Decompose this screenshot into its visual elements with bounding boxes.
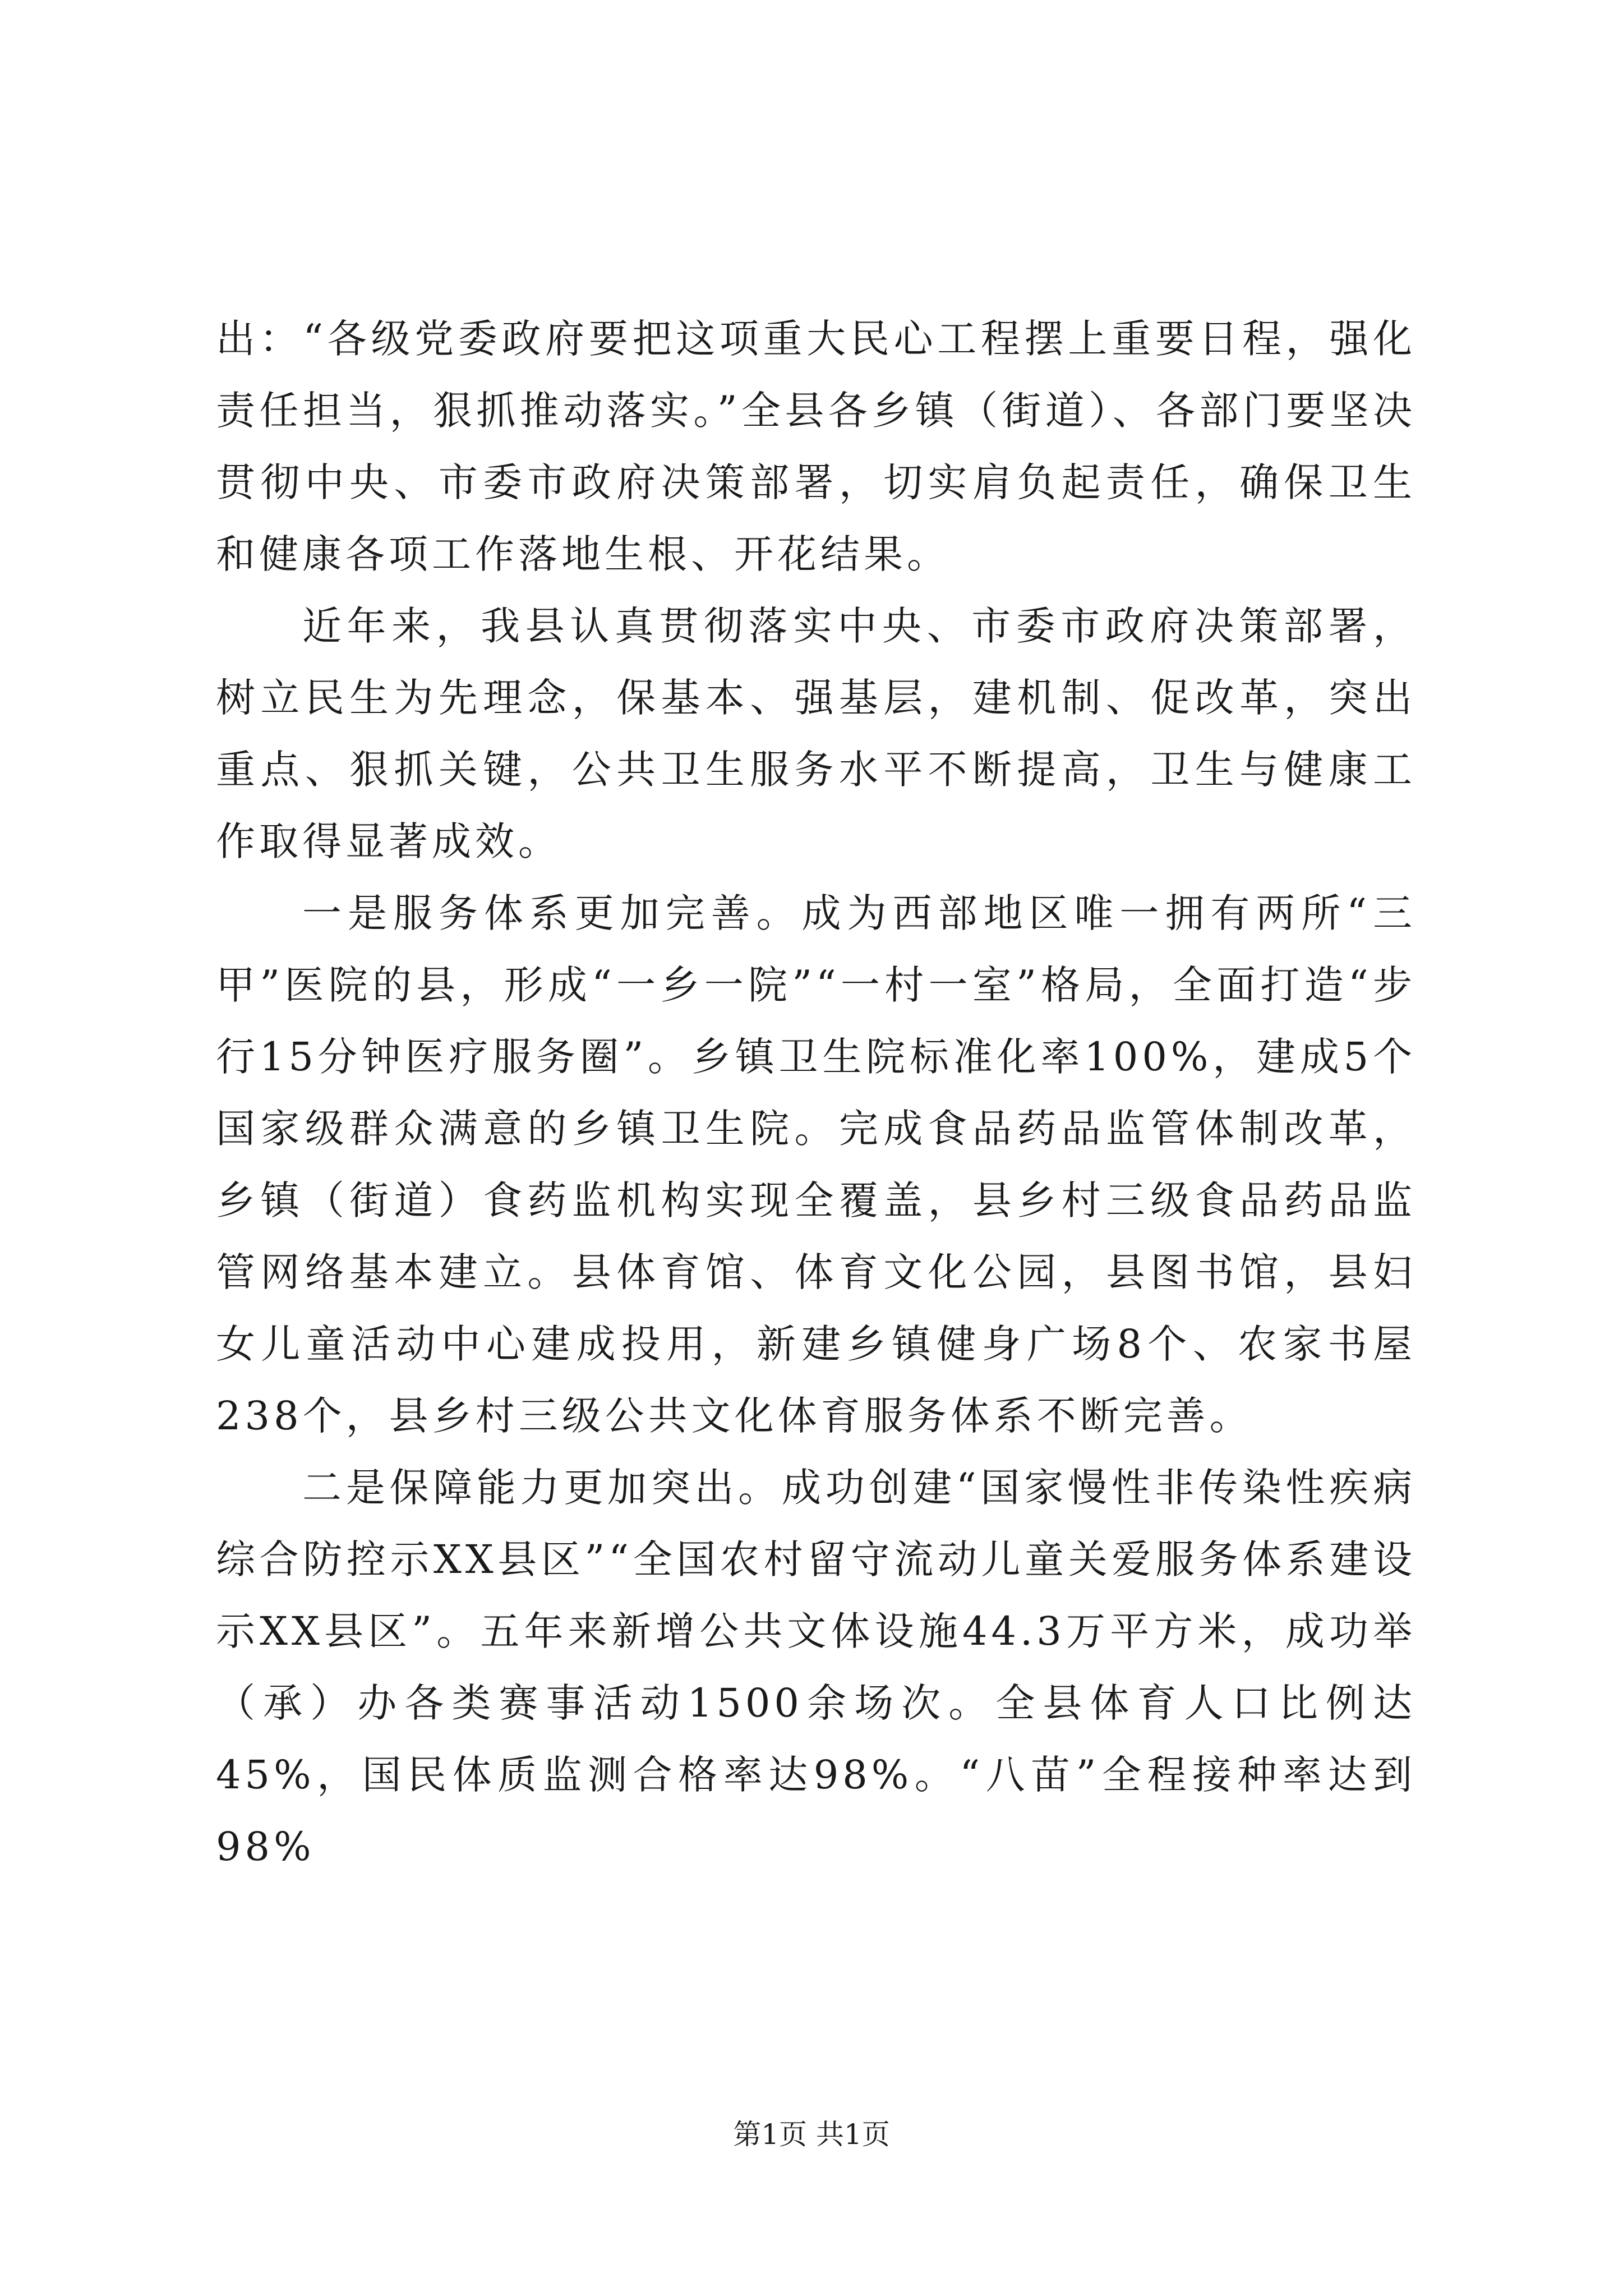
paragraph-achievements-intro: 近年来，我县认真贯彻落实中央、市委市政府决策部署，树立民生为先理念，保基本、强基层，建机制、促改革，突出重点、狠抓关键，公共卫生服务水平不断提高，卫生与健康工作取得显著成效。 — [216, 603, 1416, 864]
page-footer: 第1页 共1页 — [733, 2118, 890, 2151]
paragraph-guarantee-capacity: 二是保障能力更加突出。成功创建“国家慢性非传染性疾病综合防控示XX县区”“全国农村留守流动儿童关爱服务体系建设示XX县区”。五年来新增公共文体设施44.3万平方米，成功举（承）办各类赛事活动1500余场次。全县体育人口比例达45%，国民体质监测合格率达98%。“八苗”全程接种率达到98% — [216, 1465, 1416, 1870]
paragraph-continuation: 出：“各级党委政府要把这项重大民心工程摆上重要日程，强化责任担当，狠抓推动落实。”全县各乡镇（街道）、各部门要坚决贯彻中央、市委市政府决策部署，切实肩负起责任，确保卫生和健康各项工作落地生根、开花结果。 — [216, 316, 1416, 577]
document-body — [216, 303, 1416, 1883]
paragraph-service-system: 一是服务体系更加完善。成为西部地区唯一拥有两所“三甲”医院的县，形成“一乡一院”“一村一室”格局，全面打造“步行15分钟医疗服务圈”。乡镇卫生院标准化率100%，建成5个国家级群众满意的乡镇卫生院。完成食品药品监管体制改革，乡镇（街道）食药监机构实现全覆盖，县乡村三级食品药品监管网络基本建立。县体育馆、体育文化公园，县图书馆，县妇女儿童活动中心建成投用，新建乡镇健身广场8个、农家书屋238个，县乡村三级公共文化体育服务体系不断完善。 — [216, 890, 1416, 1439]
